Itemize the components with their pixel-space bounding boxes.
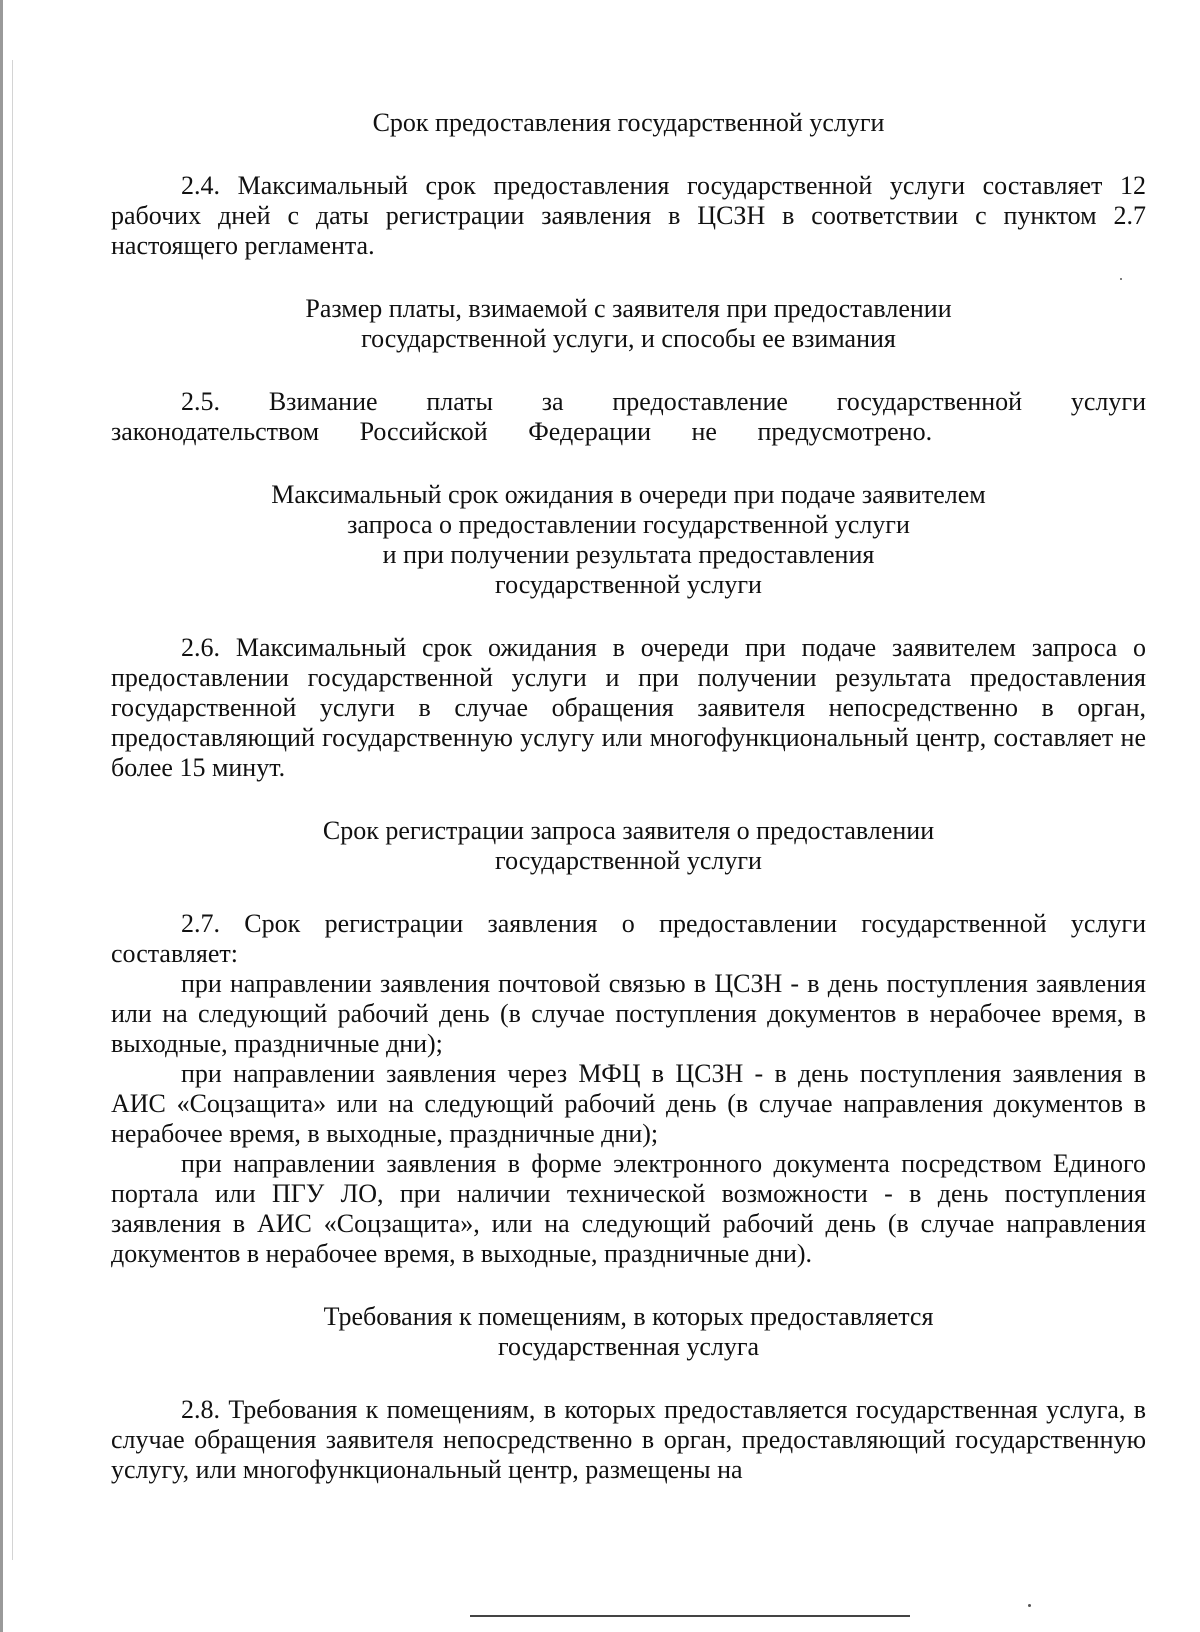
document-body <box>111 108 1146 1485</box>
heading-queue-time <box>111 480 1146 600</box>
heading-premises <box>111 1302 1146 1362</box>
paragraph-2-8: 2.8. Требования к помещениям, в которых предоставляется государственная услуга, в случае обращения заявителя непосредственно в орган, предоставляющий государственную услугу, или многофункциональный центр, размещены на <box>111 1395 1146 1484</box>
heading-queue-line-3: и при получении результата предоставления <box>382 540 875 569</box>
scan-left-edge <box>0 0 3 1632</box>
heading-registration-line-2: государственной услуги <box>495 846 762 875</box>
heading-registration-term <box>111 816 1146 876</box>
heading-fee-line-1: Размер платы, взимаемой с заявителя при предоставлении <box>305 294 952 323</box>
paragraph-2-7-mfc: при направлении заявления через МФЦ в ЦСЗН - в день поступления заявления в АИС «Соцзащита» или на следующий рабочий день (в случае направления документов в нерабочее время, в выходные, праздничные дни); <box>111 1059 1146 1148</box>
paragraph-2-5: 2.5. Взимание платы за предоставление государственной услуги законодательством Российской Федерации не предусмотрено. <box>111 387 1146 446</box>
paragraph-2-6: 2.6. Максимальный срок ожидания в очереди при подаче заявителем запроса о предоставлении государственной услуги и при получении результата предоставления государственной услуги в случае обращения заявителя непосредственно в орган, предоставляющий государственную услугу или многофункциональный центр, составляет не более 15 минут. <box>111 633 1146 782</box>
heading-queue-line-2: запроса о предоставлении государственной услуги <box>347 510 910 539</box>
heading-service-term: Срок предоставления государственной услуги <box>372 108 885 137</box>
heading-fee-line-2: государственной услуги, и способы ее взимания <box>361 324 896 353</box>
heading-registration-line-1: Срок регистрации запроса заявителя о предоставлении <box>322 816 935 845</box>
scan-left-shadow <box>12 60 13 1560</box>
heading-fee <box>111 294 1146 354</box>
scan-speck <box>1120 278 1122 280</box>
heading-premises-line-2: государственная услуга <box>497 1332 760 1361</box>
page-bottom-rule <box>470 1615 910 1617</box>
paragraph-2-7-postal: при направлении заявления почтовой связью в ЦСЗН - в день поступления заявления или на следующий рабочий день (в случае поступления документов в нерабочее время, в выходные, праздничные дни); <box>111 969 1146 1058</box>
scan-speck <box>1028 1604 1031 1607</box>
paragraph-2-4: 2.4. Максимальный срок предоставления государственной услуги составляет 12 рабочих дней с даты регистрации заявления в ЦСЗН в соответствии с пунктом 2.7 настоящего регламента. <box>111 171 1146 260</box>
heading-premises-line-1: Требования к помещениям, в которых предоставляется <box>323 1302 934 1331</box>
heading-queue-line-1: Максимальный срок ожидания в очереди при подаче заявителем <box>271 480 986 509</box>
paragraph-2-7-electronic: при направлении заявления в форме электронного документа посредством Единого портала или ПГУ ЛО, при наличии технической возможности - в день поступления заявления в АИС «Соцзащита», или на следующий рабочий день (в случае направления документов в нерабочее время, в выходные, праздничные дни). <box>111 1149 1146 1268</box>
paragraph-2-7: 2.7. Срок регистрации заявления о предоставлении государственной услуги составляет: <box>111 909 1146 968</box>
heading-queue-line-4: государственной услуги <box>495 570 762 599</box>
